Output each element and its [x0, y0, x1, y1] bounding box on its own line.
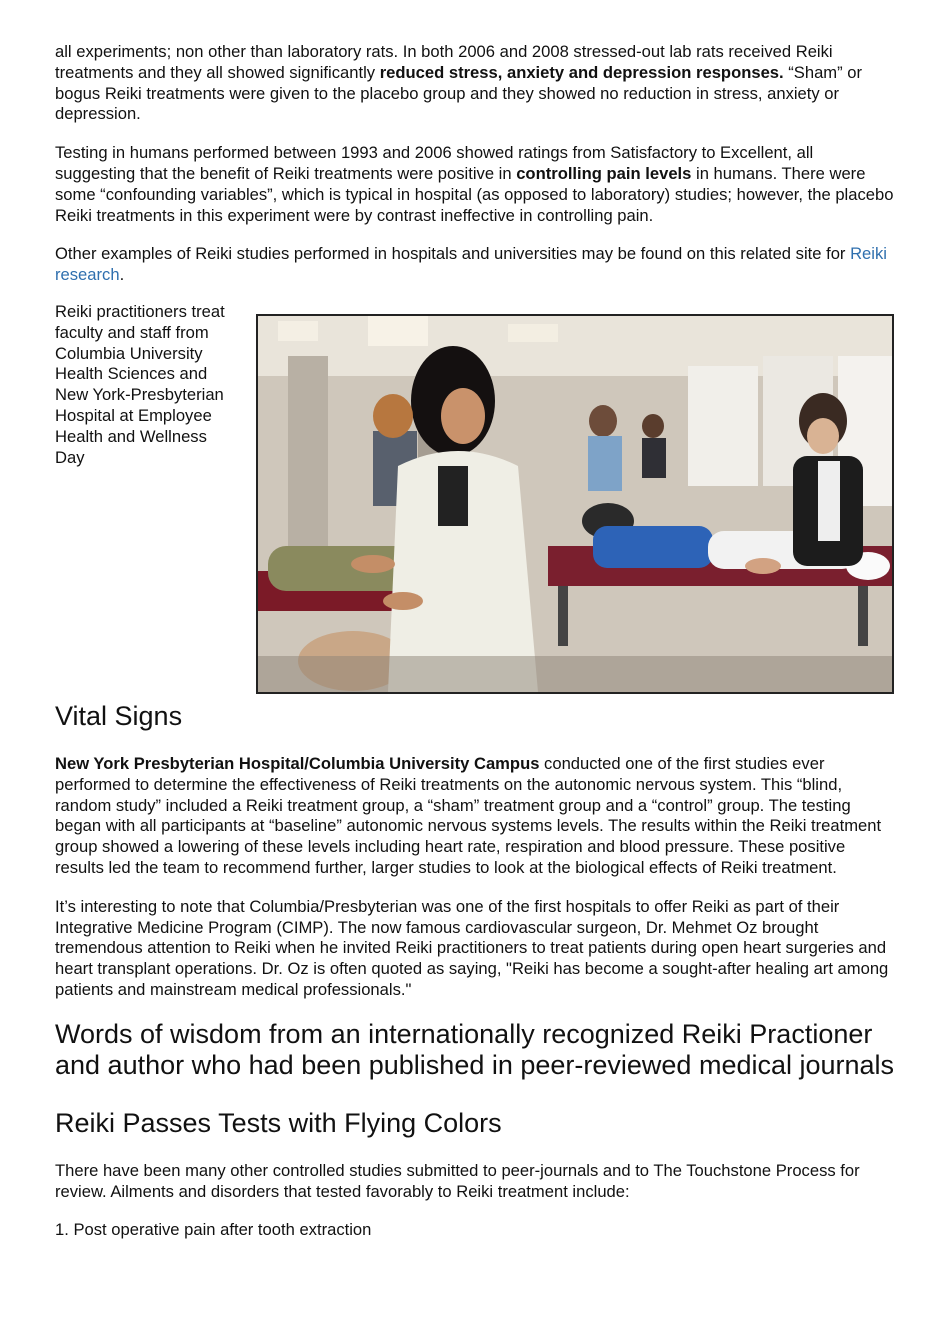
paragraph-ailments-intro: There have been many other controlled studies submitted to peer-journals and to The Touchstone Process for review. Ailments and disorders that tested favorably to Reiki treatment include:: [55, 1160, 860, 1201]
paragraph-lab-rats: [55, 42, 897, 125]
photo-illustration: [258, 316, 892, 692]
wisdom-heading: Words of wisdom from an internationally recognized Reiki Practioner and author who had been published in peer-reviewed medical journals: [55, 1018, 895, 1080]
columbia-text: conducted one of the first studies ever performed to determine the effectiveness of Reiki treatments on the autonomic nervous system. This “blind, random study” included a Reiki treatment group, a “sham” treatment group and a “control” group. The testing began with all participants at “baseline” autonomic nervous systems levels. The results within the Reiki treatment group showed a lowering of these levels including heart rate, respiration and blood pressure. These positive results led the team to recommend further, larger studies to look at the biological effects of Reiki treatment.: [55, 753, 882, 877]
paragraph-columbia-study: [55, 754, 897, 879]
reiki-research-link[interactable]: Reiki research: [55, 244, 887, 285]
photo-caption: Reiki practitioners treat faculty and staff from Columbia University Health Sciences and New York-Presbyterian Hospital at Employee Health and Wellness Day: [55, 301, 225, 467]
para3-text-a: Other examples of Reiki studies performed in hospitals and universities may be found on this related site for: [55, 244, 851, 264]
para3-text-b: .: [119, 265, 125, 285]
para1-text-b: “Sham” or bogus Reiki treatments were given to the placebo group and they showed no reduction in stress, anxiety or depression.: [55, 62, 863, 124]
document-page: [55, 42, 897, 1241]
vital-signs-heading: Vital Signs: [55, 700, 183, 731]
reiki-treatment-photo: [256, 314, 894, 694]
para2-bold: controlling pain levels: [516, 163, 692, 183]
list-item: 1. Post operative pain after tooth extraction: [55, 1220, 372, 1240]
para1-bold: reduced stress, anxiety and depression responses.: [379, 62, 784, 82]
passes-heading: Reiki Passes Tests with Flying Colors: [55, 1107, 502, 1138]
columbia-bold: New York Presbyterian Hospital/Columbia University Campus: [55, 753, 540, 773]
paragraph-human-testing: [55, 143, 897, 226]
paragraph-other-examples: [55, 244, 897, 286]
para2-text-b: in humans. There were some “confounding variables”, which is typical in hospital (as opposed to laboratory) studies; however, the placebo Reiki treatments in this experiment were by contrast ineffective in controlling pain.: [55, 163, 894, 225]
figure-row: [55, 301, 897, 700]
para2-text-a: Testing in humans performed between 1993 and 2006 showed ratings from Satisfactory to Excellent, all suggesting that the benefit of Reiki treatments were positive in: [55, 143, 814, 183]
para1-text-a: all experiments; non other than laboratory rats. In both 2006 and 2008 stressed-out lab rats received Reiki treatments and they all showed significantly: [55, 42, 833, 82]
paragraph-cimp: It’s interesting to note that Columbia/Presbyterian was one of the first hospitals to offer Reiki as part of their Integrative Medicine Program (CIMP). The now famous cardiovascular surgeon, Dr. Mehmet Oz brought tremendous attention to Reiki when he invited Reiki practitioners to treat patients during open heart surgeries and heart transplant operations. Dr. Oz is often quoted as saying, "Reiki has become a sought-after healing art among patients and mainstream medical professionals.": [55, 896, 889, 999]
